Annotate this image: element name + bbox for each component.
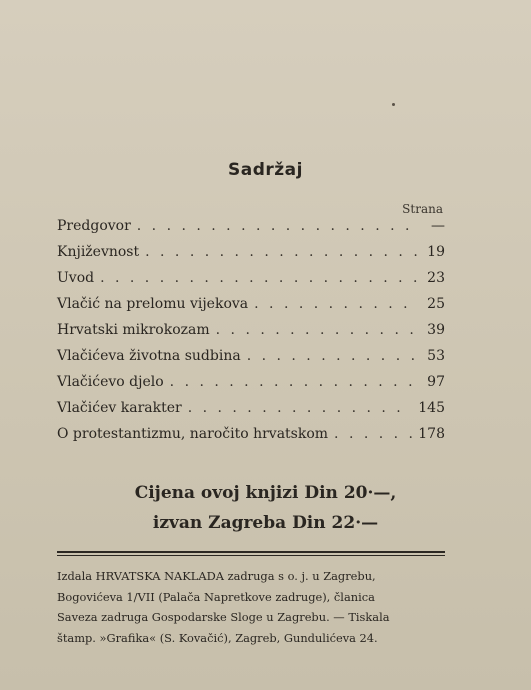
toc-entry-label: Vlačić na prelomu vijekova: [57, 296, 249, 312]
imprint-line: Saveza zadruga Gospodarske Sloge u Zagrebu. — Tiskala: [57, 610, 390, 624]
toc-entry-label: O protestantizmu, naročito hrvatskom: [57, 426, 329, 442]
toc-entry-page: 53: [427, 348, 445, 364]
dot-leader: [254, 296, 417, 312]
price-line: izvan Zagreba Din 22·—: [152, 513, 379, 533]
toc-entry: [57, 218, 445, 244]
dot-leader: [100, 270, 417, 286]
toc-entry-page: 97: [427, 374, 445, 390]
toc-entry: [57, 426, 445, 452]
toc-entry: [57, 322, 445, 348]
dot-leader: [170, 374, 417, 390]
toc-entry-label: Književnost: [57, 244, 140, 260]
price-line: Cijena ovoj knjizi Din 20·—,: [134, 483, 397, 503]
toc-entry: [57, 296, 445, 322]
toc-entry-page: 39: [427, 322, 445, 338]
dot-leader: [145, 244, 417, 260]
toc-entry-label: Vlačićeva životna sudbina: [57, 348, 241, 364]
toc-entry-label: Vlačićev karakter: [57, 400, 182, 416]
page-title: Sadržaj: [228, 160, 303, 180]
dot-leader: [334, 426, 412, 442]
toc-entry-page: 23: [427, 270, 445, 286]
paper-speck: [392, 103, 395, 106]
double-rule-divider: [57, 551, 445, 556]
toc-entry-page: 25: [427, 296, 445, 312]
imprint-line: Izdala HRVATSKA NAKLADA zadruga s o. j. u Zagrebu,: [57, 569, 376, 583]
dot-leader: [216, 322, 417, 338]
toc-entry-label: Hrvatski mikrokozam: [57, 322, 210, 338]
toc-entry-page: —: [431, 218, 445, 234]
toc-entry-page: 145: [418, 400, 445, 416]
toc-entry-page: 19: [427, 244, 445, 260]
toc-entry: [57, 270, 445, 296]
price-notice: [0, 478, 531, 538]
table-of-contents: [57, 218, 445, 452]
toc-entry-label: Uvod: [57, 270, 95, 286]
dot-leader: [247, 348, 417, 364]
dot-leader: [137, 218, 417, 234]
toc-entry: [57, 400, 445, 426]
toc-entry-page: 178: [418, 426, 445, 442]
toc-entry: [57, 348, 445, 374]
imprint-line: Bogovićeva 1/VII (Palača Napretkove zadruge), članica: [57, 589, 375, 604]
toc-entry-label: Predgovor: [57, 218, 131, 234]
publisher-imprint: [57, 566, 449, 648]
toc-entry: [57, 374, 445, 400]
toc-entry: [57, 244, 445, 270]
page-column-header: Strana: [402, 202, 443, 216]
imprint-line: štamp. »Grafika« (S. Kovačić), Zagreb, Gundulićeva 24.: [57, 630, 378, 645]
dot-leader: [188, 400, 413, 416]
toc-entry-label: Vlačićevo djelo: [57, 374, 164, 390]
